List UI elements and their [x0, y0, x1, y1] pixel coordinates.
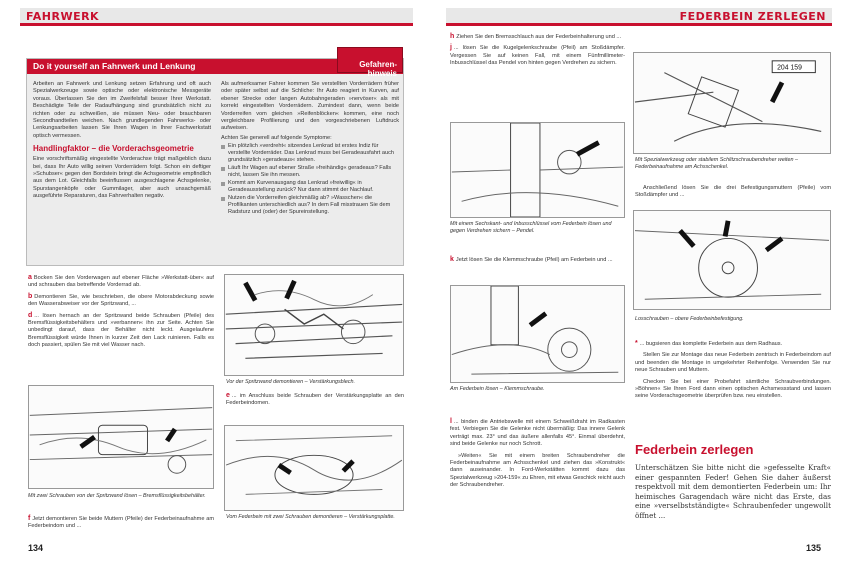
left-page-number: 134: [28, 543, 44, 553]
symptom-bullet: Ein plötzlich »verdreht« sitzendes Lenkrad ist erstes Indiz für verstellte Vorderräder. Das Lenkrad muss bei Geradeausfahrt auch grundsätzlich »geradeaus« stehen.: [221, 143, 399, 164]
clamp-screw-illustration: [451, 286, 624, 382]
tool-label: 204 159: [777, 64, 802, 72]
step-k-text: Jetzt lösen Sie die Klemmschraube (Pfeil) am Federbein und ...: [455, 257, 613, 263]
warning-box: [26, 58, 404, 266]
bullet-asterisk: *: [635, 340, 638, 347]
symptom-bullet: Läuft Ihr Wagen auf ebener Straße »freihändig« geradeaus? Falls nicht, lassen Sie ihn messen.: [221, 165, 399, 179]
step-c-text: ... lösen hernach an der Spritzwand beide Schrauben (Pfeile) des Bremsflüssigkeitsbehälters und »verbannen« ihn zur Seite. Achten Sie unbedingt darauf, dass der Behälter nicht leckt. Ausgelaufene Bremsflüssigkeit würde Ihnen in kurzer Zeit den Lack ruinieren. Falls es doch passiert, spülen Sie mit viel Wasser nach.: [28, 312, 214, 349]
right-header-title: FEDERBEIN ZERLEGEN: [679, 10, 826, 23]
step-letter: f: [28, 515, 31, 522]
step-j: [450, 44, 625, 67]
caption-strut-plate: Vom Federbein mit zwei Schrauben demontieren – Verstärkungsplatte.: [226, 514, 395, 520]
step-letter: d: [28, 311, 33, 319]
right-col-1-lower: [450, 418, 625, 490]
step-j-text: ... lösen Sie die Kugelgelenkschraube (Pfeil) am Stoßdämpfer. Vergessen Sie auf keinen Fall, mit einem Fünfmillimeter-Inbusschlüssel das Pendel von hinten gegen Verdrehen zu sichern.: [450, 45, 625, 67]
paragraph-bugsieren-text: ... bugsieren das komplette Federbein aus dem Radhaus.: [639, 341, 783, 347]
paragraph-bugsieren: [635, 340, 831, 348]
danger-badge-label: Gefahren- hinweis: [359, 60, 397, 78]
step-b-text: Demontieren Sie, wie beschrieben, die obere Motorabdeckung sowie den Wasserabweiser vor der Spritzwand, ...: [28, 293, 214, 308]
figure-reinforcement-sheet: [224, 274, 404, 376]
left-header-bar: [20, 8, 413, 26]
step-l: [450, 418, 625, 449]
special-tool-illustration: [634, 53, 830, 153]
figure-upper-mount: [633, 210, 831, 310]
step-h-text: Ziehen Sie den Bremsschlauch aus der Federbeinhalterung und ...: [456, 34, 622, 40]
step-f-text: Jetzt demontieren Sie beide Muttern (Pfeile) der Federbeinaufnahme am Federbeindom und ...: [28, 516, 214, 530]
section-heading-federbein-zerlegen: Federbein zerlegen: [635, 442, 754, 457]
caption-clamp-screw: Am Federbein lösen – Klemmschraube.: [450, 386, 545, 392]
figure-special-tool: [633, 52, 831, 154]
right-col-1: [450, 33, 625, 68]
warning-box-title: Do it yourself an Fahrwerk und Lenkung: [33, 61, 196, 71]
figure-brake-fluid-reservoir: [28, 385, 214, 489]
pendulum-illustration: [451, 123, 624, 217]
danger-badge: [337, 47, 403, 78]
step-letter: b: [28, 292, 33, 300]
figure-clamp-screw: [450, 285, 625, 383]
step-e-text: ... im Anschluss beide Schrauben der Verstärkungsplatte an den Federbeindomen.: [226, 393, 404, 407]
box-col2-paragraph-1: Als aufmerksamer Fahrer kommen Sie verstellten Vorderrädern früher oder später selbst auf die Schliche: Ihr Auto reagiert in Kurven, auf ebener Strecke oder langen Autobahngeraden »nervöser« als mit korrekt eingestellten Vorderrädern. Zumindest dann, wenn beide Vorderreifen vom gleichen »Reifenblöcken« kommen, eine noch vergleichbare Profilierung und den vorgeschriebenen Luftdruck aufweisen.: [221, 81, 399, 132]
symptom-bullet: Nutzen die Vorderreifen gleichmäßig ab? »Wasschen« die Profilkanten unterschiedlich aus? In dem Fall misstrauen Sie dem Radsturz und (oder) der Spureinstellung.: [221, 195, 399, 216]
right-col-2-text: [635, 340, 831, 401]
step-letter: a: [28, 274, 32, 281]
step-a: [28, 274, 214, 290]
step-b: [28, 293, 214, 309]
step-letter: j: [450, 44, 452, 52]
caption-pendulum: Mit einem Sechskant- und Inbusschlüssel vom Federbein lösen und gegen Verdrehen sichern – Pendel.: [450, 221, 612, 234]
figure-strut-plate: [224, 425, 404, 511]
figure-pendulum: [450, 122, 625, 218]
box-col2-paragraph-2: Achten Sie generell auf folgende Symptome:: [221, 134, 332, 141]
step-k: [450, 256, 625, 264]
section-text-federbein-zerlegen: Unterschätzen Sie bitte nicht die »gefesselte Kraft« einer gespannten Feder! Gehen Sie daher äußerst respektvoll mit dem demontierten Federbein um: Ihr heimisches Garagendach wäre nicht das Erste, das eine »verselbstständigte« Schraubenfeder ungewollt öffnet ...: [635, 463, 831, 520]
step-letter: h: [450, 33, 455, 40]
symptom-bullet: Kommt am Kurvenausgang das Lenkrad »freiwillig« in Geradeausstellung zurück? Nur dann stimmt der Nachlauf.: [221, 180, 399, 194]
right-page-number: 135: [806, 543, 822, 553]
step-letter: l: [450, 418, 452, 425]
caption-brake-fluid-reservoir: Mit zwei Schrauben von der Spritzwand lösen – Bremsflüssigkeitsbehälter.: [28, 493, 206, 499]
paragraph-anschliessend: Anschließend lösen Sie die drei Befestigungsmuttern (Pfeile) vom Stoßdämpfer und ...: [635, 185, 831, 199]
step-f: [28, 515, 214, 531]
left-steps-column: [28, 274, 214, 350]
step-a-text: Bocken Sie den Vorderwagen auf ebener Fläche »Werkstatt-über« auf und schrauben das betreffende Vorderrad ab.: [28, 275, 214, 289]
paragraph-stellen: Stellen Sie zur Montage das neue Federbein zentrisch in Federbeindom auf und beenden die Montage in umgekehrter Reihenfolge. Verwenden Sie nur neue Schrauben und Muttern.: [635, 352, 831, 374]
paragraph-checken: Checken Sie bei einer Probefahrt sämtliche Schraubverbindungen. »Böhnen« Sie Ihren Ford dann einen optischen Achsmessstand und lassen seine Vorderachsgeometrie überprüfen bzw. neu einstellen.: [635, 378, 831, 400]
caption-upper-mount: Losschrauben – obere Federbeinbefestigung.: [635, 316, 744, 322]
paragraph-weiten: »Weiten« Sie mit einem breiten Schraubendreher die Federbeinaufnahme am Achsschenkel und ziehen das »Konstrukt« dann auseinander. In Ford-Werkstätten kommt dazu das Spezialwerkzeug »204-159« zu Ehren, mit etwas Geschick reicht auch der Schraubendreher.: [450, 452, 625, 489]
step-letter: e: [226, 392, 230, 399]
box-subheading: Handlingfaktor – die Vorderachsgeometrie: [33, 144, 194, 154]
left-header-title: FAHRWERK: [26, 10, 100, 23]
box-column-2: [221, 81, 399, 216]
caption-reinforcement-sheet: Vor der Spritzwand demontieren – Verstärkungsblech.: [226, 379, 356, 385]
box-col1-paragraph-1: Arbeiten an Fahrwerk und Lenkung setzen Erfahrung und oft auch Spezialwerkzeuge sowie optische oder elektronische Messgeräte voraus. Überlassen Sie den im Zweifelsfall besser Ihrer Werkstatt. Beschädigte Teile der Radaufhängung sind grundsätzlich nicht zu richten oder zu schweißen, sie müssen Neu- oder brauchbaren Secondhandteilen weichen. Nach grundlegenden Fahrwerks- oder Lenkungsarbeiten lassen Sie Ihren Wagen in Ihrer Fachwerkstatt optisch vermessen.: [33, 81, 211, 139]
box-col1-paragraph-2: Eine vorschriftsmäßig eingestellte Vorderachse trägt maßgeblich dazu bei, dass Ihr Auto willig seinen Vorderrädern folgt. Schon ein deftiger »Schubser« gegen den Bordstein bringt die Achsgeometrie empfindlich aus dem Lot. Gleichfalls beeinflussen ausgeschlagene Achsgelenke, Spurstangenköpfe oder Gummilager, aber auch unsachgemäß ausgeführte Reparaturen, das Fahrverhalten negativ.: [33, 156, 211, 200]
reservoir-illustration: [29, 386, 213, 488]
upper-mount-illustration: [634, 211, 830, 309]
step-c: [28, 312, 214, 350]
strut-plate-illustration: [225, 426, 403, 510]
step-e: [226, 392, 404, 408]
step-h: [450, 33, 625, 41]
step-l-text: ... binden die Antriebswelle mit einem Schweißdraht im Radkasten fest. Verbiegen Sie die Gelenke nicht übermäßig: Das innere Gelenk verträgt max. 23° und das äußere allenfalls 45°. Einmal überdehnt, sind beide Gelenke nur noch Schrott.: [450, 419, 625, 448]
box-column-1: [33, 81, 211, 201]
right-header-bar: [446, 8, 832, 26]
engine-bay-illustration: [225, 275, 403, 375]
step-letter: k: [450, 256, 454, 263]
caption-special-tool: Mit Spezialwerkzeug oder stabilem Schlitzschraubendreher weiten – Federbeinaufnahme am Achsschenkel.: [635, 157, 798, 170]
